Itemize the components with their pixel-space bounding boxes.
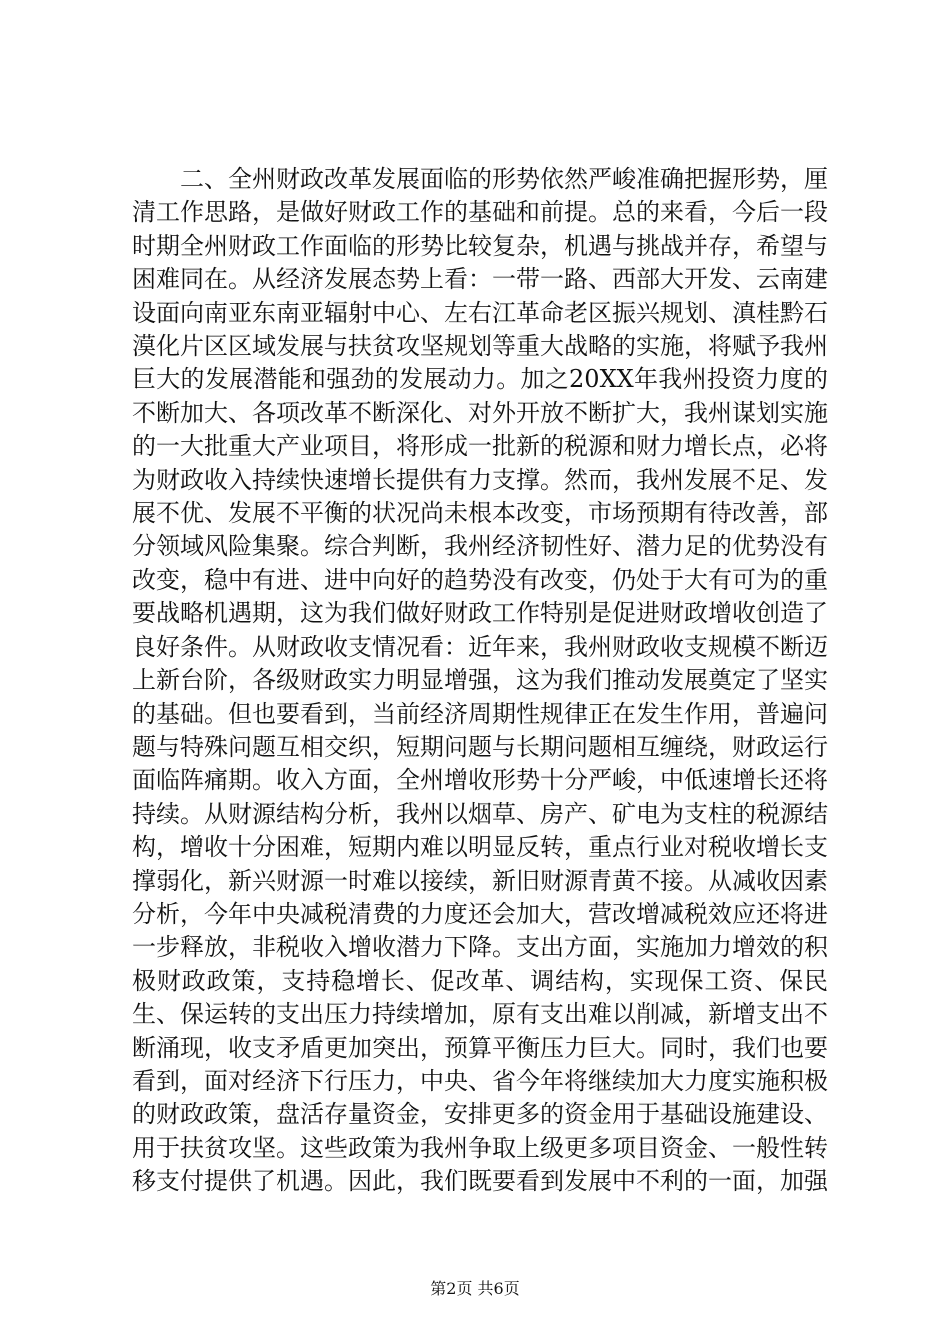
page-footer: 第2页 共6页 bbox=[430, 1279, 520, 1298]
body-paragraph: 二、全州财政改革发展面临的形势依然严峻准确把握形势，厘清工作思路，是做好财政工作的基础和前提。总的来看，今后一段时期全州财政工作面临的形势比较复杂，机遇与挑战并存，希望与困难同在。从经济发展态势上看：一带一路、西部大开发、云南建设面向南亚东南亚辐射中心、左右江革命老区振兴规划、滇桂黔石漠化片区区域发展与扶贫攻坚规划等重大战略的实施，将赋予我州巨大的发展潜能和强劲的发展动力。加之20XX年我州投资力度的不断加大、各项改革不断深化、对外开放不断扩大，我州谋划实施的一大批重大产业项目，将形成一批新的税源和财力增长点，必将为财政收入持续快速增长提供有力支撑。然而，我州发展不足、发展不优、发展不平衡的状况尚未根本改变，市场预期有待改善，部分领域风险集聚。综合判断，我州经济韧性好、潜力足的优势没有改变，稳中有进、进中向好的趋势没有改变，仍处于大有可为的重要战略机遇期，这为我们做好财政工作特别是促进财政增收创造了良好条件。从财政收支情况看：近年来，我州财政收支规模不断迈上新台阶，各级财政实力明显增强，这为我们推动发展奠定了坚实的基础。但也要看到，当前经济周期性规律正在发生作用，普遍问题与特殊问题互相交织，短期问题与长期问题相互缠绕，财政运行面临阵痛期。收入方面，全州增收形势十分严峻，中低速增长还将持续。从财源结构分析，我州以烟草、房产、矿电为支柱的税源结构，增收十分困难，短期内难以明显反转，重点行业对税收增长支撑弱化，新兴财源一时难以接续，新旧财源青黄不接。从减收因素分析，今年中央减税清费的力度还会加大，营改增减税效应还将进一步释放，非税收入增收潜力下降。支出方面，实施加力增效的积极财政政策，支持稳增长、促改革、调结构，实现保工资、保民生、保运转的支出压力持续增加，原有支出难以削减，新增支出不断涌现，收支矛盾更加突出，预算平衡压力巨大。同时，我们也要看到，面对经济下行压力，中央、省今年将继续加大力度实施积极的财政政策，盘活存量资金，安排更多的资金用于基础设施建设、用于扶贫攻坚。这些政策为我州争取上级更多项目资金、一般性转移支付提供了机遇。因此，我们既要看到发展中不利的一面，加强 bbox=[132, 165, 828, 1196]
